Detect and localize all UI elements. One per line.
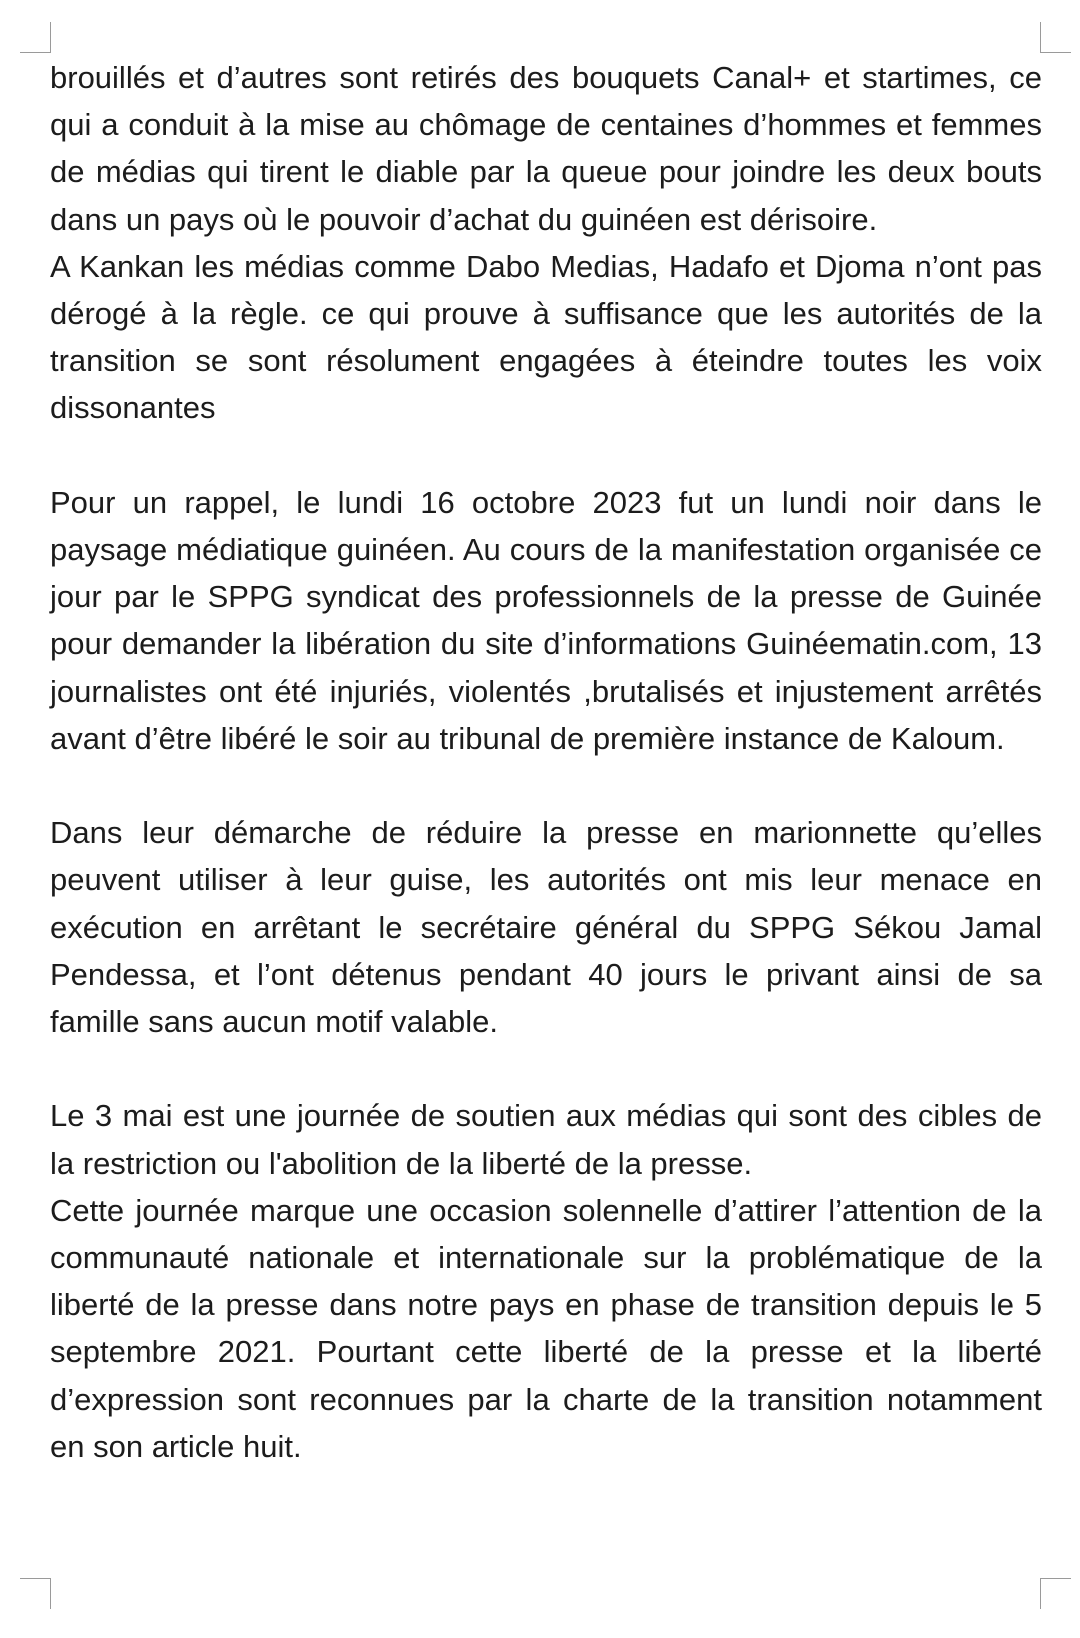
paragraph-media-blackout: brouillés et d’autres sont retirés des bouquets Canal+ et startimes, ce qui a conduit à la mise au chômage de centaines d’hommes et femmes de médias qui tirent le diable par la queue pour joindre les deux bouts dans un pays où le pouvoir d’achat du guinéen est dérisoire.	[50, 60, 1042, 237]
paragraph-spacer	[50, 762, 1042, 809]
paragraph-kankan-media: A Kankan les médias comme Dabo Medias, Hadafo et Djoma n’ont pas dérogé à la règle. ce qui prouve à suffisance que les autorités de la transition se sont résolument engagées à éteindre toutes les voix dissonantes	[50, 248, 1042, 426]
margin-marker-top-left	[20, 22, 51, 53]
paragraph-october-16-reminder: Pour un rappel, le lundi 16 octobre 2023 fut un lundi noir dans le paysage médiatique guinéen. Au cours de la manifestation organisée ce jour par le SPPG syndicat des professionnels de la presse de Guinée pour demander la libération du site d’informations Guinéematin.com, 13 journalistes ont été injuriés, violentés ,brutalisés et injustement arrêtés avant d’être libéré le soir au tribunal de première instance de Kaloum.	[50, 484, 1042, 756]
paragraph-spacer	[50, 1045, 1042, 1092]
paragraph-sppg-arrest: Dans leur démarche de réduire la presse en marionnette qu’elles peuvent utiliser à leur guise, les autorités ont mis leur menace en exécution en arrêtant le secrétaire général du SPPG Sékou Jamal Pendessa, et l’ont détenus pendant 40 jours le privant ainsi de sa famille sans aucun motif valable.	[50, 815, 1042, 1040]
document-body	[50, 54, 1042, 1470]
paragraph-may-3-support: Le 3 mai est une journée de soutien aux médias qui sont des cibles de la restriction ou l'abolition de la liberté de la presse.	[50, 1098, 1042, 1181]
margin-marker-bottom-left	[20, 1578, 51, 1609]
paragraph-transition-charter: Cette journée marque une occasion solennelle d’attirer l’attention de la communauté nationale et internationale sur la problématique de la liberté de la presse dans notre pays en phase de transition depuis le 5 septembre 2021. Pourtant cette liberté de la presse et la liberté d’expression sont reconnues par la charte de la transition notamment en son article huit.	[50, 1192, 1042, 1464]
margin-marker-top-right	[1040, 22, 1071, 53]
margin-marker-bottom-right	[1040, 1578, 1071, 1609]
paragraph-spacer	[50, 432, 1042, 479]
